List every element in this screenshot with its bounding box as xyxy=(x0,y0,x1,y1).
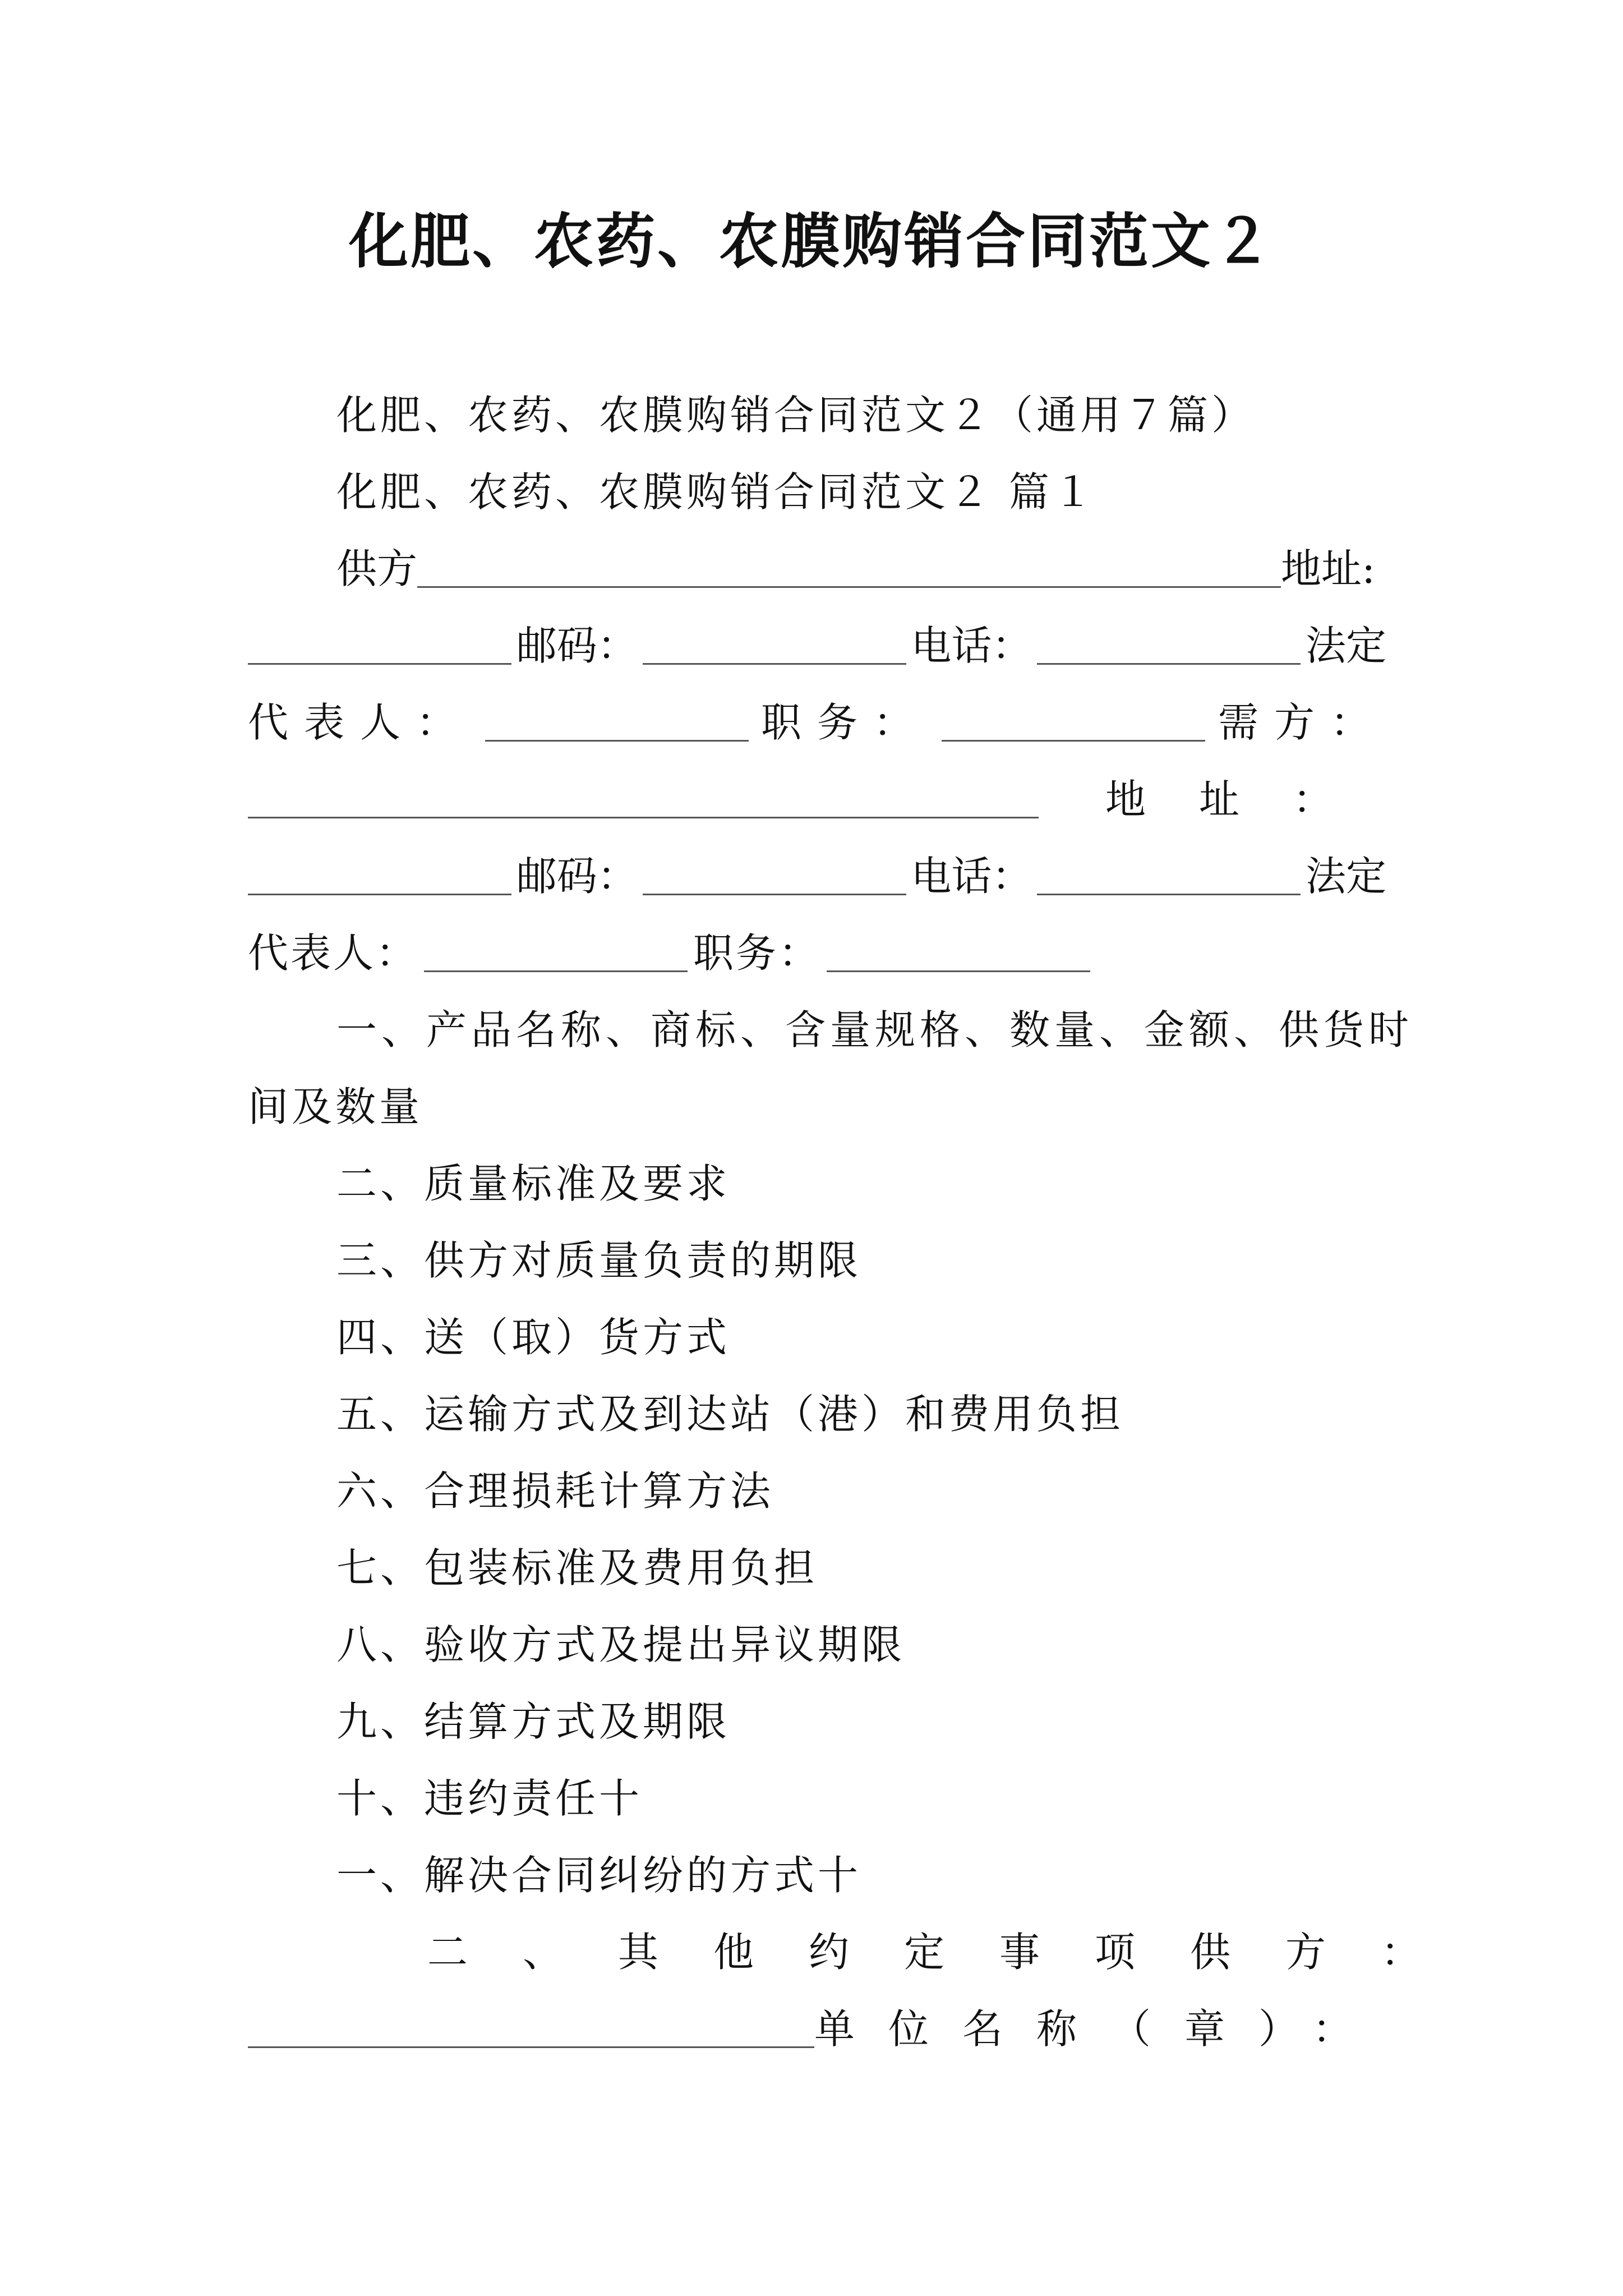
clause-1-text: 一、产品名称、商标、含量规格、数量、金额、供货时 xyxy=(336,1006,1414,1053)
subtitle-text: 化肥、农药、农膜购销合同范文２（通用７篇） xyxy=(336,392,1256,439)
clause-4 xyxy=(248,1304,1386,1371)
clause-8 xyxy=(248,1611,1386,1678)
buyer-name-blank xyxy=(248,817,1039,818)
clause-5-text: 五、运输方式及到达站（港）和费用负担 xyxy=(336,1391,1124,1438)
closing-line-text: 二、其他约定事项供方： xyxy=(427,1929,1477,1976)
supplier-contact-line xyxy=(248,612,1386,679)
buyer-legal-label-part1: 法定 xyxy=(1305,853,1386,900)
supplier-legal-label-part1: 法定 xyxy=(1305,622,1386,669)
section-heading-text: 化肥、农药、农膜购销合同范文２ 篇１ xyxy=(336,468,1096,516)
buyer-postcode-label: 邮码： xyxy=(516,853,638,900)
supplier-position-blank xyxy=(942,740,1205,742)
clause-6 xyxy=(248,1457,1386,1525)
buyer-label: 需方： xyxy=(1218,699,1386,746)
supplier-line xyxy=(248,535,1386,602)
buyer-phone-label: 电话： xyxy=(911,853,1032,900)
buyer-phone-blank xyxy=(1037,894,1301,895)
supplier-representative-blank xyxy=(485,740,749,742)
clause-8-text: 八、验收方式及提出异议期限 xyxy=(336,1621,906,1668)
clause-1-continued-text: 间及数量 xyxy=(248,1083,423,1130)
clause-11 xyxy=(248,1842,1386,1909)
clause-4-text: 四、送（取）货方式 xyxy=(336,1314,731,1361)
clause-3-text: 三、供方对质量负责的期限 xyxy=(336,1237,862,1284)
buyer-position-label: 职务： xyxy=(693,930,822,977)
clause-10 xyxy=(248,1765,1386,1832)
clause-11-text: 一、解决合同纠纷的方式十 xyxy=(336,1852,862,1899)
supplier-label: 供方 xyxy=(336,545,418,592)
section-heading xyxy=(248,458,1386,526)
buyer-address-label: 地址： xyxy=(1105,776,1386,823)
clause-1-continued xyxy=(248,1073,1386,1140)
clause-7 xyxy=(248,1534,1386,1602)
buyer-name-line xyxy=(248,766,1386,833)
unit-name-line xyxy=(248,1995,1386,2063)
document-title: 化肥、农药、农膜购销合同范文２ xyxy=(349,206,1274,276)
supplier-postcode-blank xyxy=(643,663,906,665)
buyer-representative-blank xyxy=(424,970,688,972)
supplier-address-blank xyxy=(248,663,511,665)
supplier-name-blank xyxy=(417,586,1281,588)
clause-7-text: 七、包装标准及费用负担 xyxy=(336,1544,818,1591)
clause-9 xyxy=(248,1688,1386,1755)
buyer-representative-line xyxy=(248,919,1386,987)
unit-name-label: 单位名称（章）： xyxy=(814,2005,1386,2053)
supplier-postcode-label: 邮码： xyxy=(516,622,638,669)
supplier-phone-label: 电话： xyxy=(911,622,1032,669)
clause-9-text: 九、结算方式及期限 xyxy=(336,1698,731,1745)
supplier-position-label: 职务： xyxy=(760,699,929,746)
buyer-position-blank xyxy=(827,970,1090,972)
supplier-phone-blank xyxy=(1037,663,1301,665)
supplier-legal-label-part2: 代表人： xyxy=(248,699,473,746)
closing-line xyxy=(248,1918,1477,1986)
buyer-legal-label-part2: 代表人： xyxy=(248,930,419,977)
clause-10-text: 十、违约责任十 xyxy=(336,1775,643,1822)
buyer-contact-line xyxy=(248,843,1386,910)
supplier-address-label: 地址: xyxy=(1281,545,1376,592)
supplier-representative-line xyxy=(248,689,1386,756)
clause-2 xyxy=(248,1150,1386,1217)
buyer-postcode-blank xyxy=(643,894,906,895)
buyer-address-blank xyxy=(248,894,511,895)
clause-6-text: 六、合理损耗计算方法 xyxy=(336,1467,774,1515)
clause-1 xyxy=(248,996,1414,1064)
clause-5 xyxy=(248,1381,1386,1448)
clause-3 xyxy=(248,1227,1386,1294)
unit-name-blank xyxy=(248,2046,814,2048)
clause-2-text: 二、质量标准及要求 xyxy=(336,1160,731,1207)
document-subtitle xyxy=(248,381,1386,449)
